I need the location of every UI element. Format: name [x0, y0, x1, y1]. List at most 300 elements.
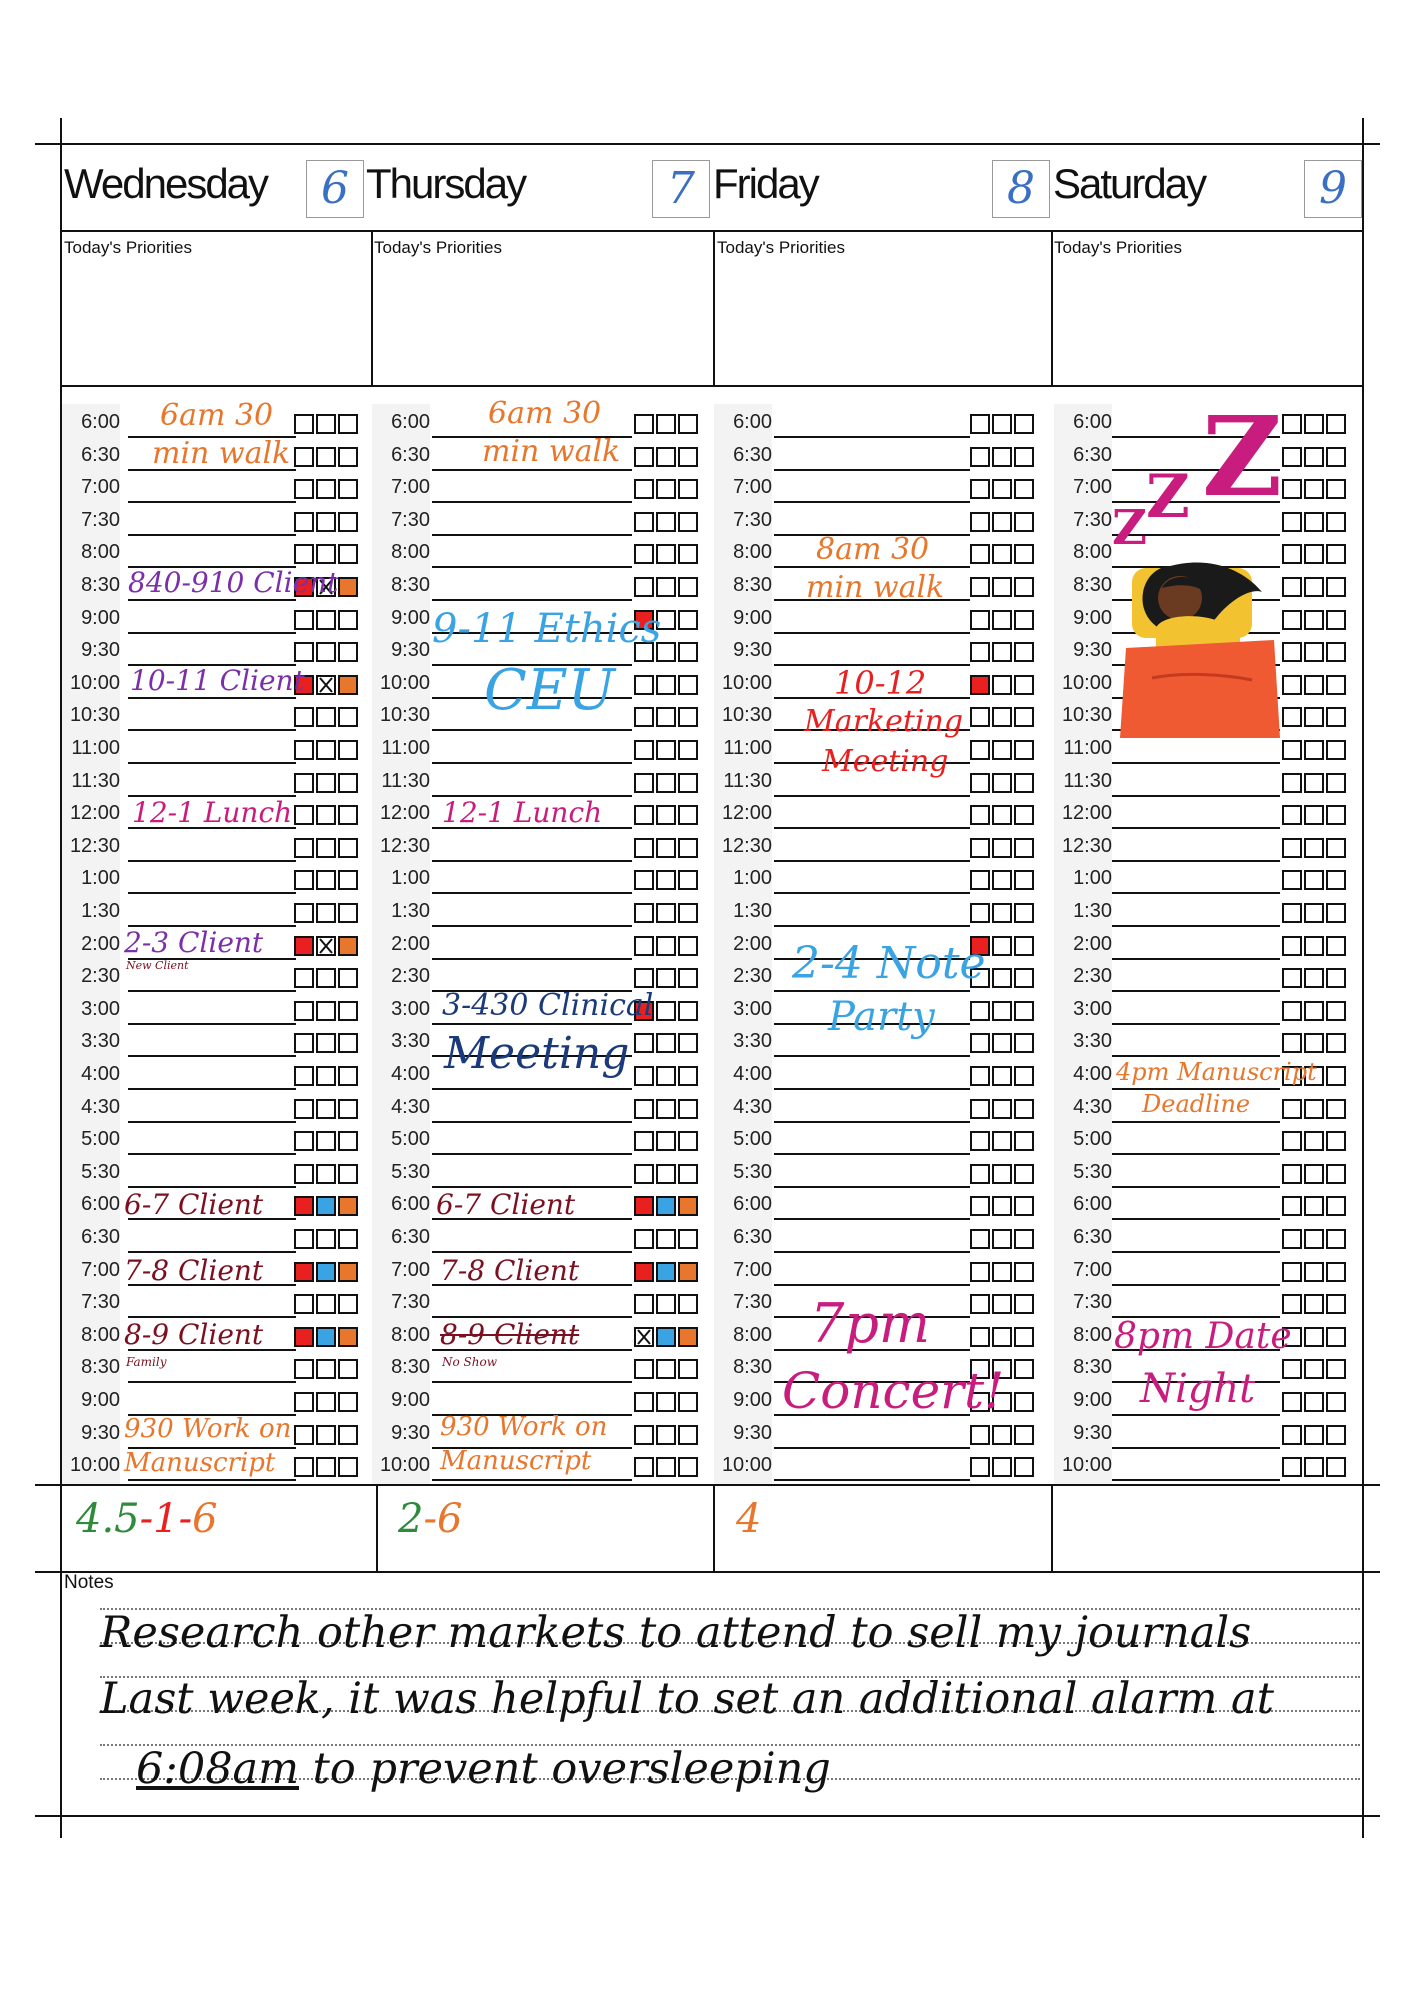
checkbox[interactable]: [1326, 1327, 1346, 1347]
checkbox[interactable]: [316, 805, 336, 825]
checkbox[interactable]: [1282, 1294, 1302, 1314]
checkbox[interactable]: [634, 414, 654, 434]
checkbox[interactable]: [1326, 968, 1346, 988]
time-slot-line[interactable]: [128, 1088, 296, 1090]
checkbox[interactable]: [970, 1425, 990, 1445]
time-slot-line[interactable]: [432, 1251, 632, 1253]
checkbox[interactable]: [1326, 1229, 1346, 1249]
checkbox[interactable]: [294, 1164, 314, 1184]
checkbox[interactable]: [1282, 740, 1302, 760]
time-slot-line[interactable]: [1112, 892, 1280, 894]
checkbox-colored[interactable]: [656, 1327, 676, 1347]
checkbox[interactable]: [678, 577, 698, 597]
checkbox[interactable]: [338, 968, 358, 988]
checkbox[interactable]: [294, 1001, 314, 1021]
checkbox[interactable]: [634, 447, 654, 467]
checkbox[interactable]: [634, 1229, 654, 1249]
checkbox[interactable]: [992, 479, 1012, 499]
checkbox-colored[interactable]: [338, 1262, 358, 1282]
checkbox[interactable]: [1282, 642, 1302, 662]
checkbox[interactable]: [992, 1131, 1012, 1151]
checkbox[interactable]: [656, 936, 676, 956]
time-slot-line[interactable]: [1112, 1447, 1280, 1449]
checkbox[interactable]: [294, 544, 314, 564]
checkbox[interactable]: [316, 903, 336, 923]
checkbox[interactable]: [970, 642, 990, 662]
time-slot-line[interactable]: [774, 469, 970, 471]
checkbox[interactable]: [1326, 675, 1346, 695]
checkbox[interactable]: [634, 936, 654, 956]
checkbox[interactable]: [1304, 642, 1324, 662]
checkbox[interactable]: [294, 447, 314, 467]
checkbox[interactable]: [634, 577, 654, 597]
checkbox[interactable]: [316, 707, 336, 727]
checkbox[interactable]: [656, 479, 676, 499]
checkbox[interactable]: [656, 838, 676, 858]
checkbox[interactable]: [1326, 1262, 1346, 1282]
checkbox[interactable]: [656, 740, 676, 760]
checkbox[interactable]: [1326, 512, 1346, 532]
checkbox[interactable]: [678, 1066, 698, 1086]
checkbox[interactable]: [1326, 870, 1346, 890]
checkbox[interactable]: [1014, 479, 1034, 499]
checkbox[interactable]: [1326, 1196, 1346, 1216]
time-slot-line[interactable]: [774, 892, 970, 894]
checkbox[interactable]: [316, 1294, 336, 1314]
checkbox[interactable]: [1304, 512, 1324, 532]
checkbox[interactable]: [338, 838, 358, 858]
checkbox[interactable]: [678, 1033, 698, 1053]
checkbox-colored[interactable]: [338, 1196, 358, 1216]
checkbox[interactable]: [992, 1229, 1012, 1249]
time-slot-line[interactable]: [774, 1218, 970, 1220]
checkbox[interactable]: [316, 1359, 336, 1379]
checkbox[interactable]: [1282, 1131, 1302, 1151]
checkbox[interactable]: [678, 936, 698, 956]
checkbox[interactable]: [316, 740, 336, 760]
checkbox[interactable]: [1304, 1131, 1324, 1151]
time-slot-line[interactable]: [432, 501, 632, 503]
time-slot-line[interactable]: [774, 1186, 970, 1188]
date-friday[interactable]: 8: [992, 160, 1050, 218]
checkbox[interactable]: [992, 968, 1012, 988]
checkbox[interactable]: [1014, 805, 1034, 825]
checkbox-colored[interactable]: [634, 1262, 654, 1282]
checkbox[interactable]: [1326, 1392, 1346, 1412]
checkbox[interactable]: [1304, 577, 1324, 597]
checkbox-colored[interactable]: [338, 577, 358, 597]
checkbox[interactable]: [1282, 870, 1302, 890]
checkbox[interactable]: [678, 1294, 698, 1314]
time-slot-line[interactable]: [432, 566, 632, 568]
checkbox[interactable]: [1304, 544, 1324, 564]
checkbox[interactable]: [1304, 903, 1324, 923]
checkbox[interactable]: [1326, 1033, 1346, 1053]
checkbox[interactable]: [1014, 936, 1034, 956]
checkbox[interactable]: [1326, 1066, 1346, 1086]
checkbox[interactable]: [338, 707, 358, 727]
checkbox-crossed[interactable]: [316, 936, 336, 956]
checkbox-colored[interactable]: [970, 675, 990, 695]
checkbox[interactable]: [1282, 1001, 1302, 1021]
checkbox[interactable]: [1326, 447, 1346, 467]
checkbox[interactable]: [678, 610, 698, 630]
checkbox[interactable]: [970, 1196, 990, 1216]
checkbox[interactable]: [634, 544, 654, 564]
checkbox[interactable]: [970, 1066, 990, 1086]
checkbox[interactable]: [316, 1229, 336, 1249]
checkbox[interactable]: [316, 1457, 336, 1477]
checkbox[interactable]: [294, 610, 314, 630]
checkbox[interactable]: [656, 675, 676, 695]
time-slot-line[interactable]: [432, 1381, 632, 1383]
checkbox[interactable]: [338, 414, 358, 434]
checkbox[interactable]: [316, 1001, 336, 1021]
checkbox[interactable]: [656, 414, 676, 434]
checkbox[interactable]: [992, 1099, 1012, 1119]
checkbox[interactable]: [970, 1131, 990, 1151]
checkbox[interactable]: [1326, 838, 1346, 858]
checkbox[interactable]: [678, 642, 698, 662]
checkbox[interactable]: [656, 1359, 676, 1379]
checkbox[interactable]: [656, 903, 676, 923]
checkbox[interactable]: [970, 544, 990, 564]
checkbox[interactable]: [1282, 1425, 1302, 1445]
checkbox[interactable]: [1304, 805, 1324, 825]
time-slot-line[interactable]: [432, 599, 632, 601]
checkbox[interactable]: [634, 1131, 654, 1151]
checkbox[interactable]: [970, 1229, 990, 1249]
time-slot-line[interactable]: [1112, 958, 1280, 960]
checkbox[interactable]: [1304, 1392, 1324, 1412]
checkbox[interactable]: [1014, 968, 1034, 988]
checkbox[interactable]: [1014, 1392, 1034, 1412]
checkbox[interactable]: [656, 1164, 676, 1184]
checkbox-colored[interactable]: [338, 675, 358, 695]
checkbox[interactable]: [970, 1033, 990, 1053]
time-slot-line[interactable]: [1112, 1414, 1280, 1416]
time-slot-line[interactable]: [1112, 1153, 1280, 1155]
checkbox[interactable]: [678, 1229, 698, 1249]
checkbox[interactable]: [1304, 1457, 1324, 1477]
checkbox[interactable]: [338, 1033, 358, 1053]
checkbox[interactable]: [1014, 1001, 1034, 1021]
checkbox[interactable]: [294, 903, 314, 923]
checkbox[interactable]: [1282, 968, 1302, 988]
checkbox-colored[interactable]: [678, 1262, 698, 1282]
checkbox[interactable]: [992, 512, 1012, 532]
time-slot-line[interactable]: [774, 1088, 970, 1090]
checkbox[interactable]: [992, 838, 1012, 858]
checkbox[interactable]: [316, 1066, 336, 1086]
date-thursday[interactable]: 7: [652, 160, 710, 218]
checkbox[interactable]: [338, 479, 358, 499]
checkbox[interactable]: [1014, 544, 1034, 564]
checkbox[interactable]: [678, 903, 698, 923]
time-slot-line[interactable]: [432, 892, 632, 894]
checkbox[interactable]: [970, 447, 990, 467]
checkbox[interactable]: [678, 1164, 698, 1184]
checkbox[interactable]: [1014, 707, 1034, 727]
checkbox[interactable]: [1304, 414, 1324, 434]
checkbox[interactable]: [294, 1457, 314, 1477]
checkbox[interactable]: [992, 1066, 1012, 1086]
checkbox[interactable]: [992, 1033, 1012, 1053]
checkbox[interactable]: [970, 773, 990, 793]
checkbox[interactable]: [656, 447, 676, 467]
time-slot-line[interactable]: [128, 1055, 296, 1057]
checkbox[interactable]: [338, 1457, 358, 1477]
checkbox[interactable]: [1304, 1164, 1324, 1184]
checkbox[interactable]: [634, 1425, 654, 1445]
checkbox[interactable]: [294, 1099, 314, 1119]
checkbox[interactable]: [294, 773, 314, 793]
checkbox[interactable]: [992, 414, 1012, 434]
time-slot-line[interactable]: [1112, 925, 1280, 927]
checkbox[interactable]: [1326, 479, 1346, 499]
checkbox[interactable]: [316, 870, 336, 890]
time-slot-line[interactable]: [1112, 1023, 1280, 1025]
checkbox[interactable]: [992, 870, 1012, 890]
checkbox[interactable]: [1014, 414, 1034, 434]
checkbox[interactable]: [1326, 1131, 1346, 1151]
checkbox[interactable]: [1304, 936, 1324, 956]
checkbox[interactable]: [970, 805, 990, 825]
checkbox[interactable]: [338, 642, 358, 662]
checkbox[interactable]: [1282, 1196, 1302, 1216]
checkbox[interactable]: [634, 512, 654, 532]
time-slot-line[interactable]: [774, 1284, 970, 1286]
checkbox[interactable]: [656, 1457, 676, 1477]
checkbox[interactable]: [656, 773, 676, 793]
checkbox[interactable]: [1282, 1229, 1302, 1249]
checkbox[interactable]: [1304, 1033, 1324, 1053]
checkbox[interactable]: [316, 773, 336, 793]
time-slot-line[interactable]: [128, 534, 296, 536]
checkbox[interactable]: [678, 512, 698, 532]
checkbox[interactable]: [1304, 610, 1324, 630]
checkbox[interactable]: [1326, 1001, 1346, 1021]
checkbox[interactable]: [338, 773, 358, 793]
time-slot-line[interactable]: [1112, 1186, 1280, 1188]
checkbox[interactable]: [1282, 936, 1302, 956]
time-slot-line[interactable]: [128, 1381, 296, 1383]
checkbox[interactable]: [1014, 1229, 1034, 1249]
checkbox[interactable]: [1014, 675, 1034, 695]
checkbox[interactable]: [338, 544, 358, 564]
checkbox[interactable]: [992, 577, 1012, 597]
time-slot-line[interactable]: [774, 632, 970, 634]
checkbox[interactable]: [678, 1001, 698, 1021]
checkbox[interactable]: [316, 544, 336, 564]
checkbox[interactable]: [316, 1425, 336, 1445]
checkbox[interactable]: [1014, 1066, 1034, 1086]
time-slot-line[interactable]: [432, 534, 632, 536]
time-slot-line[interactable]: [774, 990, 970, 992]
checkbox[interactable]: [992, 936, 1012, 956]
checkbox[interactable]: [1014, 870, 1034, 890]
time-slot-line[interactable]: [432, 958, 632, 960]
checkbox[interactable]: [634, 1066, 654, 1086]
checkbox[interactable]: [294, 707, 314, 727]
checkbox[interactable]: [634, 1164, 654, 1184]
checkbox[interactable]: [1014, 773, 1034, 793]
checkbox[interactable]: [992, 642, 1012, 662]
checkbox[interactable]: [970, 577, 990, 597]
checkbox[interactable]: [316, 642, 336, 662]
checkbox[interactable]: [1326, 1359, 1346, 1379]
checkbox[interactable]: [992, 740, 1012, 760]
date-saturday[interactable]: 9: [1304, 160, 1362, 218]
checkbox[interactable]: [656, 707, 676, 727]
checkbox[interactable]: [1304, 1196, 1324, 1216]
checkbox[interactable]: [634, 1033, 654, 1053]
checkbox[interactable]: [678, 1359, 698, 1379]
checkbox-colored[interactable]: [316, 1196, 336, 1216]
checkbox[interactable]: [992, 1457, 1012, 1477]
checkbox[interactable]: [294, 1131, 314, 1151]
time-slot-line[interactable]: [128, 632, 296, 634]
checkbox[interactable]: [656, 805, 676, 825]
checkbox[interactable]: [294, 1066, 314, 1086]
checkbox[interactable]: [678, 447, 698, 467]
checkbox[interactable]: [970, 740, 990, 760]
checkbox[interactable]: [316, 1392, 336, 1412]
time-slot-line[interactable]: [774, 1055, 970, 1057]
checkbox[interactable]: [1282, 1457, 1302, 1477]
checkbox[interactable]: [316, 447, 336, 467]
checkbox[interactable]: [338, 610, 358, 630]
checkbox[interactable]: [1282, 1164, 1302, 1184]
checkbox[interactable]: [1014, 1294, 1034, 1314]
checkbox[interactable]: [634, 1359, 654, 1379]
checkbox[interactable]: [1014, 838, 1034, 858]
checkbox[interactable]: [1282, 838, 1302, 858]
time-slot-line[interactable]: [128, 599, 296, 601]
checkbox[interactable]: [992, 1001, 1012, 1021]
checkbox[interactable]: [1304, 740, 1324, 760]
checkbox[interactable]: [338, 1066, 358, 1086]
checkbox[interactable]: [678, 707, 698, 727]
time-slot-line[interactable]: [128, 501, 296, 503]
time-slot-line[interactable]: [432, 860, 632, 862]
checkbox[interactable]: [1014, 512, 1034, 532]
checkbox[interactable]: [1304, 1294, 1324, 1314]
checkbox[interactable]: [294, 838, 314, 858]
checkbox[interactable]: [1282, 675, 1302, 695]
checkbox[interactable]: [656, 1033, 676, 1053]
checkbox[interactable]: [678, 1131, 698, 1151]
checkbox[interactable]: [338, 1001, 358, 1021]
checkbox[interactable]: [294, 414, 314, 434]
checkbox[interactable]: [316, 1099, 336, 1119]
checkbox[interactable]: [970, 1099, 990, 1119]
checkbox[interactable]: [1014, 642, 1034, 662]
checkbox[interactable]: [634, 740, 654, 760]
checkbox[interactable]: [970, 1164, 990, 1184]
checkbox[interactable]: [970, 707, 990, 727]
time-slot-line[interactable]: [774, 827, 970, 829]
checkbox[interactable]: [1326, 577, 1346, 597]
checkbox[interactable]: [656, 870, 676, 890]
time-slot-line[interactable]: [1112, 827, 1280, 829]
time-slot-line[interactable]: [774, 436, 970, 438]
checkbox[interactable]: [1326, 805, 1346, 825]
checkbox[interactable]: [1304, 838, 1324, 858]
time-slot-line[interactable]: [128, 1121, 296, 1123]
checkbox[interactable]: [294, 870, 314, 890]
checkbox[interactable]: [1282, 805, 1302, 825]
checkbox[interactable]: [1014, 1262, 1034, 1282]
checkbox[interactable]: [338, 740, 358, 760]
checkbox[interactable]: [678, 675, 698, 695]
checkbox[interactable]: [338, 447, 358, 467]
checkbox[interactable]: [1282, 707, 1302, 727]
checkbox[interactable]: [1326, 1099, 1346, 1119]
checkbox[interactable]: [1326, 610, 1346, 630]
time-slot-line[interactable]: [128, 1251, 296, 1253]
checkbox[interactable]: [634, 870, 654, 890]
checkbox[interactable]: [1282, 1359, 1302, 1379]
checkbox[interactable]: [1014, 1099, 1034, 1119]
time-slot-line[interactable]: [774, 795, 970, 797]
checkbox[interactable]: [1304, 1359, 1324, 1379]
checkbox[interactable]: [970, 414, 990, 434]
time-slot-line[interactable]: [1112, 1121, 1280, 1123]
checkbox[interactable]: [1326, 1425, 1346, 1445]
time-slot-line[interactable]: [128, 1153, 296, 1155]
checkbox[interactable]: [1014, 1164, 1034, 1184]
time-slot-line[interactable]: [128, 990, 296, 992]
checkbox[interactable]: [970, 1001, 990, 1021]
time-slot-line[interactable]: [432, 762, 632, 764]
checkbox[interactable]: [1014, 1131, 1034, 1151]
checkbox[interactable]: [1326, 1164, 1346, 1184]
checkbox[interactable]: [294, 1425, 314, 1445]
checkbox-colored[interactable]: [678, 1327, 698, 1347]
checkbox-colored[interactable]: [316, 1327, 336, 1347]
checkbox[interactable]: [1326, 773, 1346, 793]
checkbox[interactable]: [294, 1294, 314, 1314]
checkbox[interactable]: [678, 1457, 698, 1477]
checkbox[interactable]: [634, 675, 654, 695]
checkbox[interactable]: [1014, 1033, 1034, 1053]
checkbox[interactable]: [970, 903, 990, 923]
time-slot-line[interactable]: [128, 729, 296, 731]
checkbox[interactable]: [678, 805, 698, 825]
time-slot-line[interactable]: [128, 697, 296, 699]
checkbox[interactable]: [678, 1099, 698, 1119]
checkbox[interactable]: [294, 1359, 314, 1379]
checkbox[interactable]: [338, 903, 358, 923]
checkbox[interactable]: [634, 838, 654, 858]
time-slot-line[interactable]: [774, 1153, 970, 1155]
checkbox[interactable]: [634, 707, 654, 727]
checkbox[interactable]: [1326, 1294, 1346, 1314]
time-slot-line[interactable]: [432, 1023, 632, 1025]
checkbox[interactable]: [992, 1262, 1012, 1282]
checkbox[interactable]: [1304, 1229, 1324, 1249]
checkbox-crossed[interactable]: [634, 1327, 654, 1347]
checkbox-colored[interactable]: [294, 1327, 314, 1347]
checkbox[interactable]: [1304, 773, 1324, 793]
checkbox[interactable]: [338, 1229, 358, 1249]
checkbox[interactable]: [1014, 447, 1034, 467]
checkbox-colored[interactable]: [634, 1196, 654, 1216]
time-slot-line[interactable]: [774, 860, 970, 862]
time-slot-line[interactable]: [128, 1479, 296, 1481]
checkbox[interactable]: [294, 642, 314, 662]
